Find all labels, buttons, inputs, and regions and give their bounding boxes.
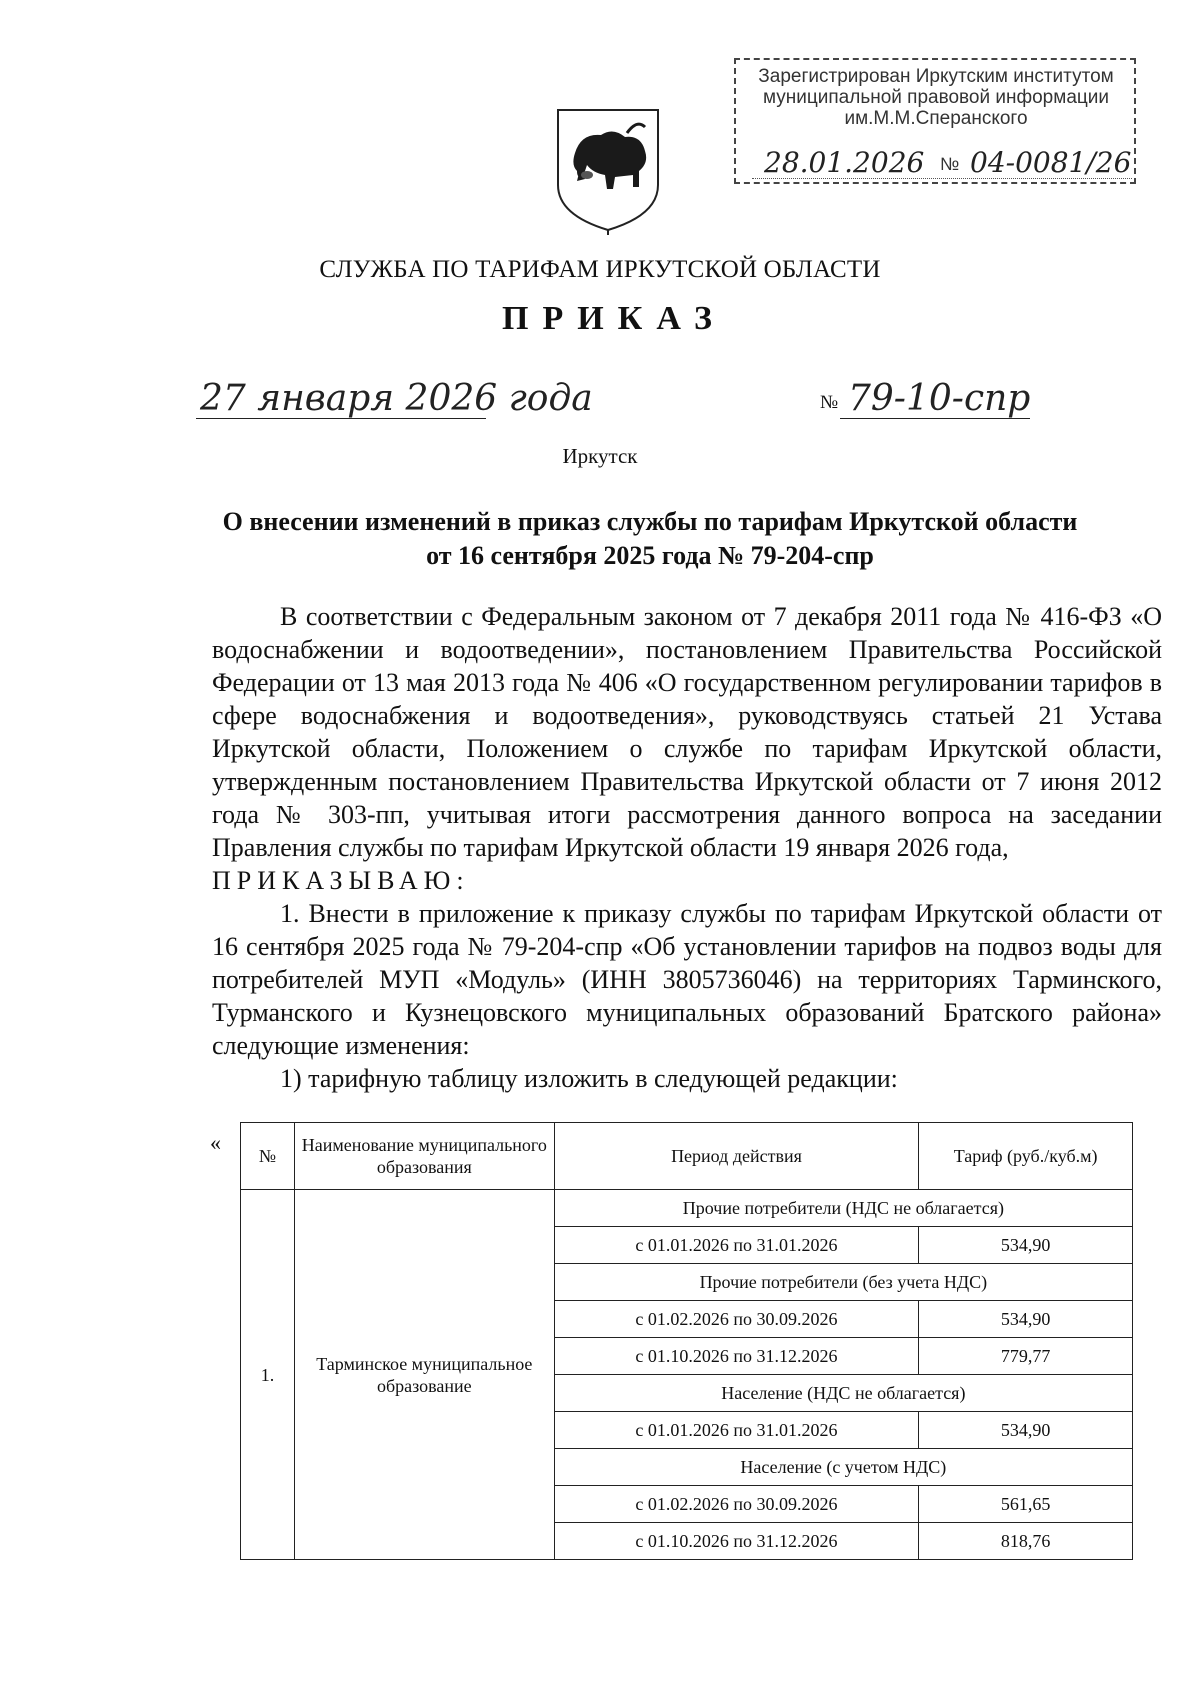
stamp-line-3: им.М.М.Сперанского [844,108,1028,129]
title-line-1: О внесении изменений в приказ службы по тарифам Иркутской области [222,507,1078,536]
stamp-reg-number: 04-0081/26 [970,146,1132,179]
stamp-line-2: муниципальной правовой информации [763,87,1109,108]
subitem-1-paragraph: 1) тарифную таблицу изложить в следующей редакции: [280,1064,898,1093]
document-title [150,505,1150,573]
agency-name: СЛУЖБА ПО ТАРИФАМ ИРКУТСКОЙ ОБЛАСТИ [319,256,881,283]
stamp-no-label: № [940,154,960,174]
period-cell: с 01.01.2026 по 31.01.2026 [554,1412,919,1449]
number-underline [840,418,1030,419]
group-caption: Население (НДС не облагается) [554,1375,1132,1412]
tariff-cell: 561,65 [919,1486,1133,1523]
document-body [212,600,1162,1095]
tariff-cell: 779,77 [919,1338,1133,1375]
stamp-registration [752,146,1132,179]
table-header-row [241,1123,1133,1190]
header-municipality: Наименование муниципального образования [294,1123,554,1190]
order-number: 79-10-спр [848,378,1031,419]
period-cell: с 01.02.2026 по 30.09.2026 [554,1301,919,1338]
preamble-paragraph: В соответствии с Федеральным законом от 7 декабря 2011 года № 416-ФЗ «О водоснабжении и водоотведении», постановлением Правительства Российской Федерации от 13 мая 2013 года № 406 «О государственном регулировании тарифов в сфере водоснабжения и водоотведения», руководствуясь статьей 21 Устава Иркутской области, Положением о службе по тарифам Иркутской области, утвержденным постановлением Правительства Иркутской области от 7 июня 2012 года № 303-пп, учитывая итоги рассмотрения данного вопроса на заседании Правления службы по тарифам Иркутской области 19 января 2026 года, [212,602,1162,862]
city: Иркутск [562,444,638,468]
registration-stamp [734,58,1136,184]
period-cell: с 01.02.2026 по 30.09.2026 [554,1486,919,1523]
period-cell: с 01.01.2026 по 31.01.2026 [554,1227,919,1264]
tariff-table [240,1122,1133,1560]
tariff-cell: 818,76 [919,1523,1133,1560]
group-caption: Прочие потребители (без учета НДС) [554,1264,1132,1301]
period-cell: с 01.10.2026 по 31.12.2026 [554,1523,919,1560]
row-number: 1. [241,1190,295,1560]
title-line-2: от 16 сентября 2025 года № 79-204-спр [426,541,874,570]
order-date: 27 января 2026 года [200,378,593,419]
open-quote: « [210,1130,221,1155]
item-1-paragraph: 1. Внести в приложение к приказу службы по тарифам Иркутской области от 16 сентября 2025 года № 79-204-спр «Об установлении тарифов на подвоз воды для потребителей МУП «Модуль» (ИНН 3805736046) на территориях Тарминского, Турманского и Кузнецовского муниципальных образований Братского района» следующие изменения: [212,899,1162,1060]
order-word: ПРИКАЗЫВАЮ: [212,866,470,895]
stamp-reg-date: 28.01.2026 [764,146,925,179]
tariff-cell: 534,90 [919,1301,1133,1338]
date-underline [196,418,486,419]
document-type: ПРИКАЗ [502,300,726,337]
order-number-label: № [820,392,839,413]
table-row [241,1190,1133,1227]
header-no: № [241,1123,295,1190]
coat-of-arms-icon [553,105,663,235]
municipality-name: Тарминское муниципальное образование [294,1190,554,1560]
group-caption: Население (с учетом НДС) [554,1449,1132,1486]
period-cell: с 01.10.2026 по 31.12.2026 [554,1338,919,1375]
header-period: Период действия [554,1123,919,1190]
tariff-cell: 534,90 [919,1412,1133,1449]
header-tariff: Тариф (руб./куб.м) [919,1123,1133,1190]
stamp-line-1: Зарегистрирован Иркутским институтом [758,66,1114,87]
group-caption: Прочие потребители (НДС не облагается) [554,1190,1132,1227]
tariff-cell: 534,90 [919,1227,1133,1264]
